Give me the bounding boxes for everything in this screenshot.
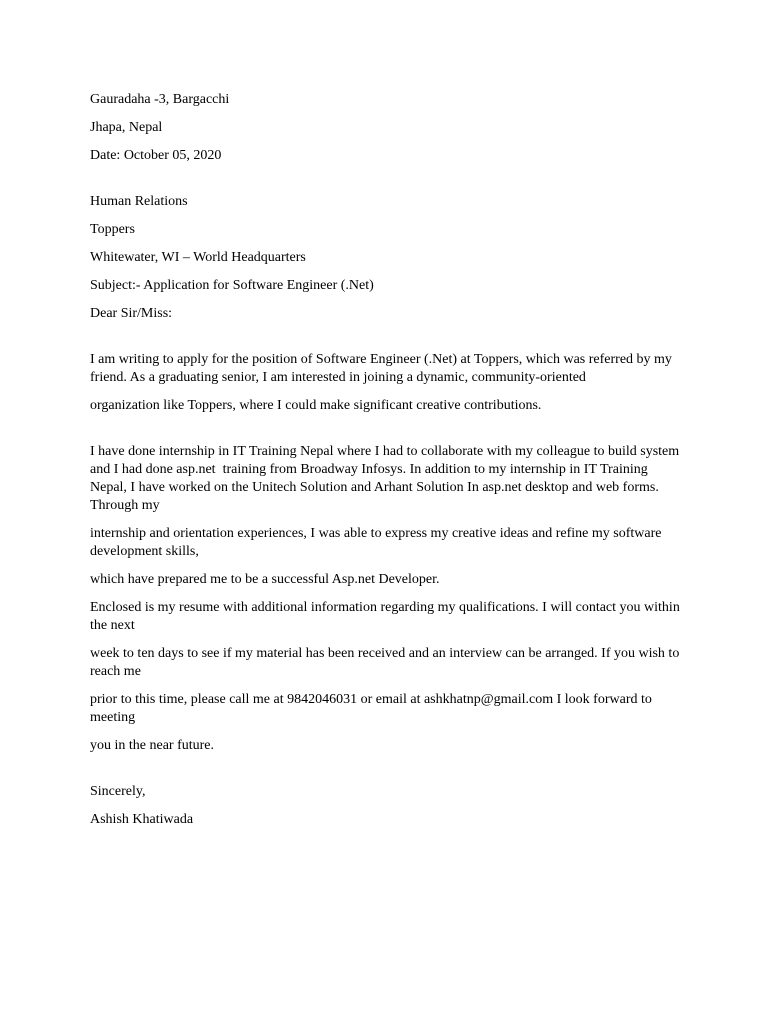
signature-name: Ashish Khatiwada [90, 812, 194, 827]
sender-address-line-1: Gauradaha -3, Bargacchi [90, 92, 230, 107]
cover-letter [90, 91, 684, 839]
body-paragraph: organization like Toppers, where I could make significant creative contributions. [90, 398, 542, 413]
body-paragraph: internship and orientation experiences, I was able to express my creative ideas and refine my software development skills, [90, 526, 665, 559]
subject-line: Subject:- Application for Software Engineer (.Net) [90, 278, 374, 293]
sender-address-line-2: Jhapa, Nepal [90, 120, 163, 135]
body-paragraph: prior to this time, please call me at 9842046031 or email at ashkhatnp@gmail.com I look forward to meeting [90, 692, 656, 725]
body-paragraph: I am writing to apply for the position of Software Engineer (.Net) at Toppers, which was referred by my friend. As a graduating senior, I am interested in joining a dynamic, community-oriented [90, 352, 676, 385]
body-paragraph: Enclosed is my resume with additional information regarding my qualifications. I will contact you within the next [90, 600, 684, 633]
body-paragraph: week to ten days to see if my material has been received and an interview can be arranged. If you wish to reach me [90, 646, 683, 679]
recipient-line-1: Human Relations [90, 194, 188, 209]
body-paragraph: I have done internship in IT Training Nepal where I had to collaborate with my colleague to build system and I had done asp.net training from Broadway Infosys. In addition to my internship in IT Training Nepal, I have worked on the Unitech Solution and Arhant Solution In asp.net desktop and web forms. Through my [90, 444, 683, 513]
body-paragraph: which have prepared me to be a successful Asp.net Developer. [90, 572, 440, 587]
closing: Sincerely, [90, 784, 146, 799]
letter-date: Date: October 05, 2020 [90, 148, 222, 163]
body-paragraph: you in the near future. [90, 738, 215, 753]
recipient-line-3: Whitewater, WI – World Headquarters [90, 250, 306, 265]
recipient-line-2: Toppers [90, 222, 135, 237]
salutation: Dear Sir/Miss: [90, 306, 173, 321]
